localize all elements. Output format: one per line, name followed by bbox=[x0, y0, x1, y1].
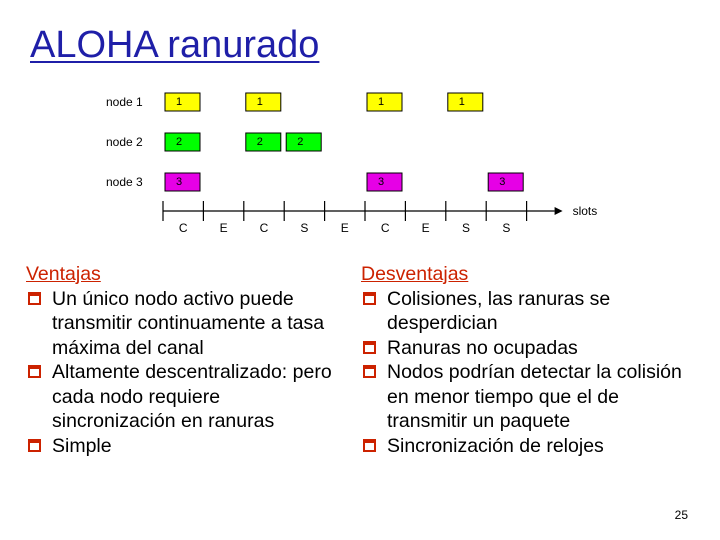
packet-label: 1 bbox=[176, 96, 183, 108]
disadvantages-heading: Desventajas bbox=[361, 263, 469, 285]
packet-label: 3 bbox=[499, 176, 506, 188]
disadvantage-item: Ranuras no ocupadas bbox=[361, 336, 691, 361]
checkbox-bullet-icon bbox=[363, 341, 377, 355]
advantages-heading: Ventajas bbox=[26, 263, 101, 285]
slot-outcome-label: C bbox=[380, 221, 390, 235]
slot-outcome-label: S bbox=[461, 221, 471, 235]
checkbox-bullet-icon bbox=[28, 365, 42, 379]
packet-box bbox=[165, 133, 200, 151]
packet-box bbox=[286, 133, 321, 151]
checkbox-bullet-icon bbox=[28, 292, 42, 306]
axis-arrow-icon bbox=[555, 207, 563, 215]
packet-label: 1 bbox=[458, 96, 465, 108]
packet-box bbox=[488, 173, 523, 191]
page-number: 25 bbox=[674, 508, 688, 522]
node-label: node 1 bbox=[106, 95, 143, 109]
packet-label: 2 bbox=[176, 136, 183, 148]
packet-box bbox=[165, 173, 200, 191]
checkbox-bullet-icon bbox=[28, 439, 42, 453]
axis-label: slots bbox=[572, 204, 598, 218]
slot-outcome-label: E bbox=[421, 221, 430, 235]
disadvantage-item: Colisiones, las ranuras se desperdician bbox=[361, 287, 691, 336]
packet-box bbox=[448, 93, 483, 111]
packet-box bbox=[165, 93, 200, 111]
packet-box bbox=[246, 93, 281, 111]
slide-title: ALOHA ranurado bbox=[30, 24, 320, 66]
advantage-item: Un único nodo activo puede transmitir continuamente a tasa máxima del canal bbox=[26, 287, 336, 361]
node-label: node 3 bbox=[106, 175, 143, 189]
advantage-item: Simple bbox=[26, 434, 336, 459]
packet-label: 3 bbox=[378, 176, 385, 188]
disadvantage-item: Nodos podrían detectar la colisión en menor tiempo que el de transmitir un paquete bbox=[361, 360, 691, 434]
advantages-column bbox=[26, 262, 336, 458]
slotted-aloha-diagram bbox=[0, 0, 720, 250]
packet-label: 1 bbox=[256, 96, 263, 108]
checkbox-bullet-icon bbox=[363, 292, 377, 306]
disadvantages-column bbox=[361, 262, 691, 458]
packet-label: 2 bbox=[297, 136, 304, 148]
checkbox-bullet-icon bbox=[363, 365, 377, 379]
packet-label: 1 bbox=[378, 96, 385, 108]
slot-outcome-label: E bbox=[340, 221, 349, 235]
slot-outcome-label: S bbox=[502, 221, 511, 235]
node-label: node 2 bbox=[106, 135, 143, 149]
checkbox-bullet-icon bbox=[363, 439, 377, 453]
disadvantage-item: Sincronización de relojes bbox=[361, 434, 691, 459]
slot-outcome-label: S bbox=[300, 221, 309, 235]
advantage-item: Altamente descentralizado: pero cada nodo requiere sincronización en ranuras bbox=[26, 360, 336, 434]
packet-box bbox=[367, 173, 402, 191]
packet-box bbox=[246, 133, 281, 151]
slot-outcome-label: C bbox=[178, 221, 188, 235]
slot-outcome-label: C bbox=[259, 221, 269, 235]
packet-label: 2 bbox=[256, 136, 263, 148]
packet-label: 3 bbox=[176, 176, 183, 188]
packet-box bbox=[367, 93, 402, 111]
slot-outcome-label: E bbox=[219, 221, 228, 235]
